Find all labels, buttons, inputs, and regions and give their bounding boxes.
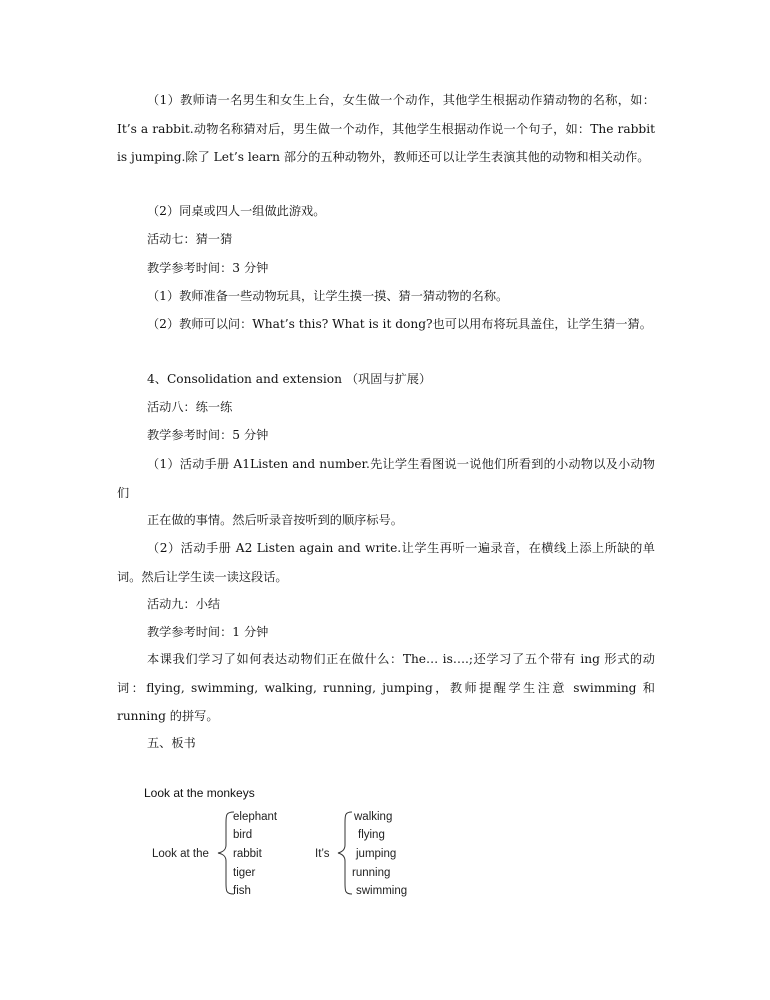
- section-heading-board: 五、板书: [147, 736, 196, 750]
- board-left-prefix: Look at the: [152, 848, 209, 860]
- activity-nine-time: 教学参考时间：1 分钟: [147, 625, 269, 639]
- board-animal: bird: [233, 829, 253, 841]
- paragraph-activity-eight-continued: 正在做的事情。然后听录音按听到的顺序标号。: [147, 513, 403, 527]
- board-action: jumping: [356, 848, 397, 860]
- paragraph-summary: 本课我们学习了如何表达动物们正在做什么：The… is….;还学习了五个带有 ing 形式的动词：flying, swimming, walking, running, jumping，教师提醒学生注意 swimming 和 running 的拼写。: [117, 652, 655, 724]
- paragraph-activity-eight-step1: （1）活动手册 A1Listen and number.先让学生看图说一说他们所看到的小动物以及小动物们: [117, 457, 655, 500]
- board-action: walking: [354, 811, 393, 823]
- heading-activity-seven: 活动七：猜一猜: [147, 232, 233, 246]
- board-action: flying: [358, 829, 385, 841]
- paragraph-activity-guess-step2: （2）同桌或四人一组做此游戏。: [147, 204, 326, 218]
- board-middle-prefix: It’s: [315, 848, 330, 860]
- blackboard-diagram: [140, 805, 440, 905]
- board-animal: rabbit: [233, 848, 262, 860]
- heading-activity-nine: 活动九：小结: [147, 597, 221, 611]
- board-action: swimming: [356, 885, 408, 897]
- paragraph-activity-seven-step2: （2）教师可以问：What’s this? What is it dong?也可以用布将玩具盖住，让学生猜一猜。: [147, 317, 652, 331]
- paragraph-activity-seven-step1: （1）教师准备一些动物玩具，让学生摸一摸、猜一猜动物的名称。: [147, 289, 509, 303]
- activity-seven-time: 教学参考时间：3 分钟: [147, 261, 269, 275]
- board-action: running: [352, 867, 391, 879]
- board-animal: tiger: [233, 867, 256, 879]
- board-title: Look at the monkeys: [144, 786, 255, 800]
- heading-activity-eight: 活动八：练一练: [147, 400, 233, 414]
- paragraph-activity-guess-step1: （1）教师请一名男生和女生上台，女生做一个动作，其他学生根据动作猜动物的名称，如：It’s a rabbit.动物名称猜对后，男生做一个动作，其他学生根据动作说一个句子，如：The rabbit is jumping.除了 Let’s learn 部分的五种动物外，教师还可以让学生表演其他的动物和相关动作。: [117, 93, 655, 165]
- board-animal: elephant: [233, 811, 278, 823]
- activity-eight-time: 教学参考时间：5 分钟: [147, 428, 269, 442]
- right-brace-icon: [338, 812, 352, 894]
- paragraph-activity-eight-step2: （2）活动手册 A2 Listen again and write.让学生再听一遍录音，在横线上添上所缺的单词。然后让学生读一读这段话。: [117, 541, 655, 584]
- section-heading-consolidation: 4、Consolidation and extension （巩固与扩展）: [147, 372, 432, 386]
- board-animal: fish: [233, 885, 251, 897]
- left-brace-icon: [218, 812, 234, 894]
